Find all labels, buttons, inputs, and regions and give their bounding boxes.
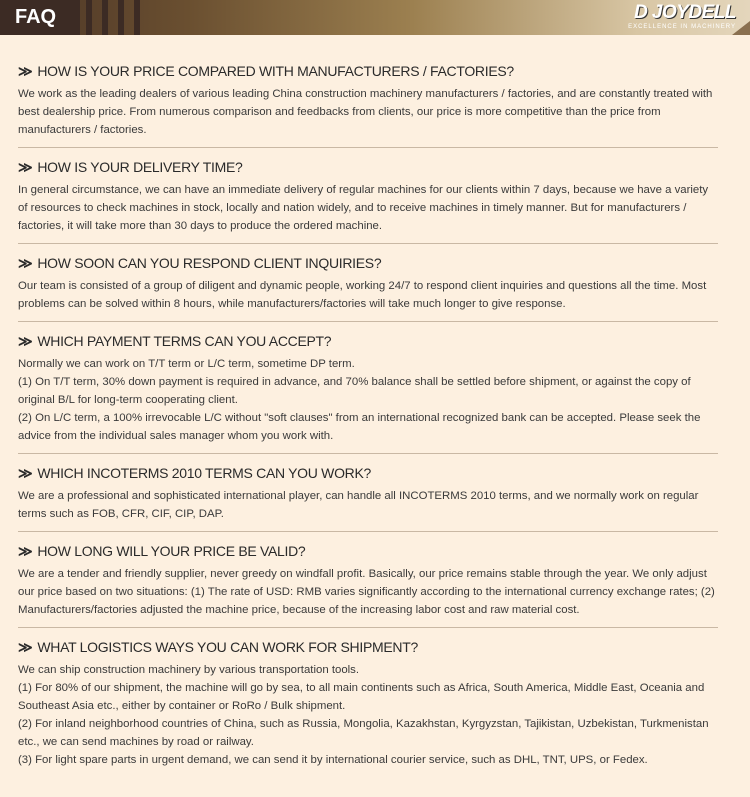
- faq-answer: In general circumstance, we can have an immediate delivery of regular machines for our clients within 7 days, because we have a variety of resources to check machines in stock, locally and nation widely, and to receive machines in timely manner. But for manufacturers / factories, it will take more than 30 days to produce the ordered machine.: [18, 184, 709, 232]
- logo-line: [634, 2, 736, 23]
- faq-question-text: HOW LONG WILL YOUR PRICE BE VALID?: [37, 543, 306, 559]
- faq-answer: (1) On T/T term, 30% down payment is required in advance, and 70% balance shall be settled before shipment, or against the copy of original B/L for long-term cooperating client.: [18, 376, 691, 406]
- page-title: FAQ: [0, 0, 80, 35]
- faq-answer: We work as the leading dealers of various leading China construction machinery manufacturers / factories, and are constantly treated with best dealership price. From numerous comparison and feedbacks from clients, our price is more competitive than the price from manufacturers / factories.: [18, 88, 713, 136]
- faq-answer: (1) For 80% of our shipment, the machine will go by sea, to all main continents such as Africa, South America, Middle East, Oceania and Southeast Asia etc., either by container or RoRo / Bulk shipment.: [18, 682, 705, 712]
- faq-item: [18, 254, 718, 322]
- faq-question: [18, 638, 718, 656]
- faq-answer: We are a professional and sophisticated international player, can handle all INCOTERMS 2010 terms, and we normally work on regular terms such as FOB, CFR, CIF, CIP, DAP.: [18, 490, 699, 520]
- faq-question-text: HOW IS YOUR PRICE COMPARED WITH MANUFACTURERS / FACTORIES?: [37, 63, 514, 79]
- faq-answer: We are a tender and friendly supplier, never greedy on windfall profit. Basically, our price remains stable through the year. We only adjust our price based on two situations: (1) The rate of USD: RMB varies significantly according to the international currency exchange rates; (2) Manufacturers/factories adjusted the machine price, because of the increasing labor cost and raw material cost.: [18, 568, 715, 616]
- faq-header: [0, 0, 750, 35]
- faq-question: [18, 254, 718, 272]
- logo-tagline: EXCELLENCE IN MACHINERY: [628, 24, 736, 30]
- chevron-right-icon: ≫: [18, 639, 33, 655]
- faq-question-text: WHICH PAYMENT TERMS CAN YOU ACCEPT?: [37, 333, 332, 349]
- faq-answer: We can ship construction machinery by various transportation tools.: [18, 664, 360, 676]
- faq-answer: (2) On L/C term, a 100% irrevocable L/C without "soft clauses" from an international recognized bank can be accepted. Please seek the advice from the individual sales manager whom you work with.: [18, 412, 701, 442]
- faq-question: [18, 62, 718, 80]
- chevron-right-icon: ≫: [18, 333, 33, 349]
- faq-question-text: HOW SOON CAN YOU RESPOND CLIENT INQUIRIES?: [37, 255, 382, 271]
- decorative-stripe: [102, 0, 108, 35]
- chevron-right-icon: ≫: [18, 255, 33, 271]
- faq-answer: Our team is consisted of a group of diligent and dynamic people, working 24/7 to respond client inquiries and questions all the time. Most problems can be solved within 8 hours, while manufacturers/factories will take much longer to give response.: [18, 280, 707, 310]
- chevron-right-icon: ≫: [18, 465, 33, 481]
- faq-list: [0, 35, 750, 797]
- faq-item: [18, 332, 718, 454]
- faq-answer: (3) For light spare parts in urgent demand, we can send it by international courier service, such as DHL, TNT, UPS, or Fedex.: [18, 754, 648, 766]
- chevron-right-icon: ≫: [18, 543, 33, 559]
- faq-item: [18, 638, 718, 777]
- faq-question-text: HOW IS YOUR DELIVERY TIME?: [37, 159, 243, 175]
- corner-decoration: [732, 21, 750, 35]
- faq-question-text: WHICH INCOTERMS 2010 TERMS CAN YOU WORK?: [37, 465, 372, 481]
- faq-question-text: WHAT LOGISTICS WAYS YOU CAN WORK FOR SHIPMENT?: [37, 639, 418, 655]
- faq-item: [18, 464, 718, 532]
- logo-mark-icon: D: [634, 2, 648, 23]
- decorative-stripe: [118, 0, 124, 35]
- faq-answer: Normally we can work on T/T term or L/C term, sometime DP term.: [18, 358, 355, 370]
- faq-item: [18, 158, 718, 244]
- faq-question: [18, 464, 718, 482]
- decorative-stripe: [86, 0, 92, 35]
- faq-question: [18, 542, 718, 560]
- chevron-right-icon: ≫: [18, 63, 33, 79]
- chevron-right-icon: ≫: [18, 159, 33, 175]
- joydell-logo: [628, 2, 736, 31]
- faq-item: [18, 542, 718, 628]
- faq-question: [18, 332, 718, 350]
- decorative-stripe: [134, 0, 140, 35]
- faq-item: [18, 62, 718, 148]
- logo-text: JOYDELL: [651, 2, 736, 23]
- faq-question: [18, 158, 718, 176]
- faq-answer: (2) For inland neighborhood countries of China, such as Russia, Mongolia, Kazakhstan, Kyrgyzstan, Tajikistan, Uzbekistan, Turkmenistan etc., we can send machines by road or railway.: [18, 718, 709, 748]
